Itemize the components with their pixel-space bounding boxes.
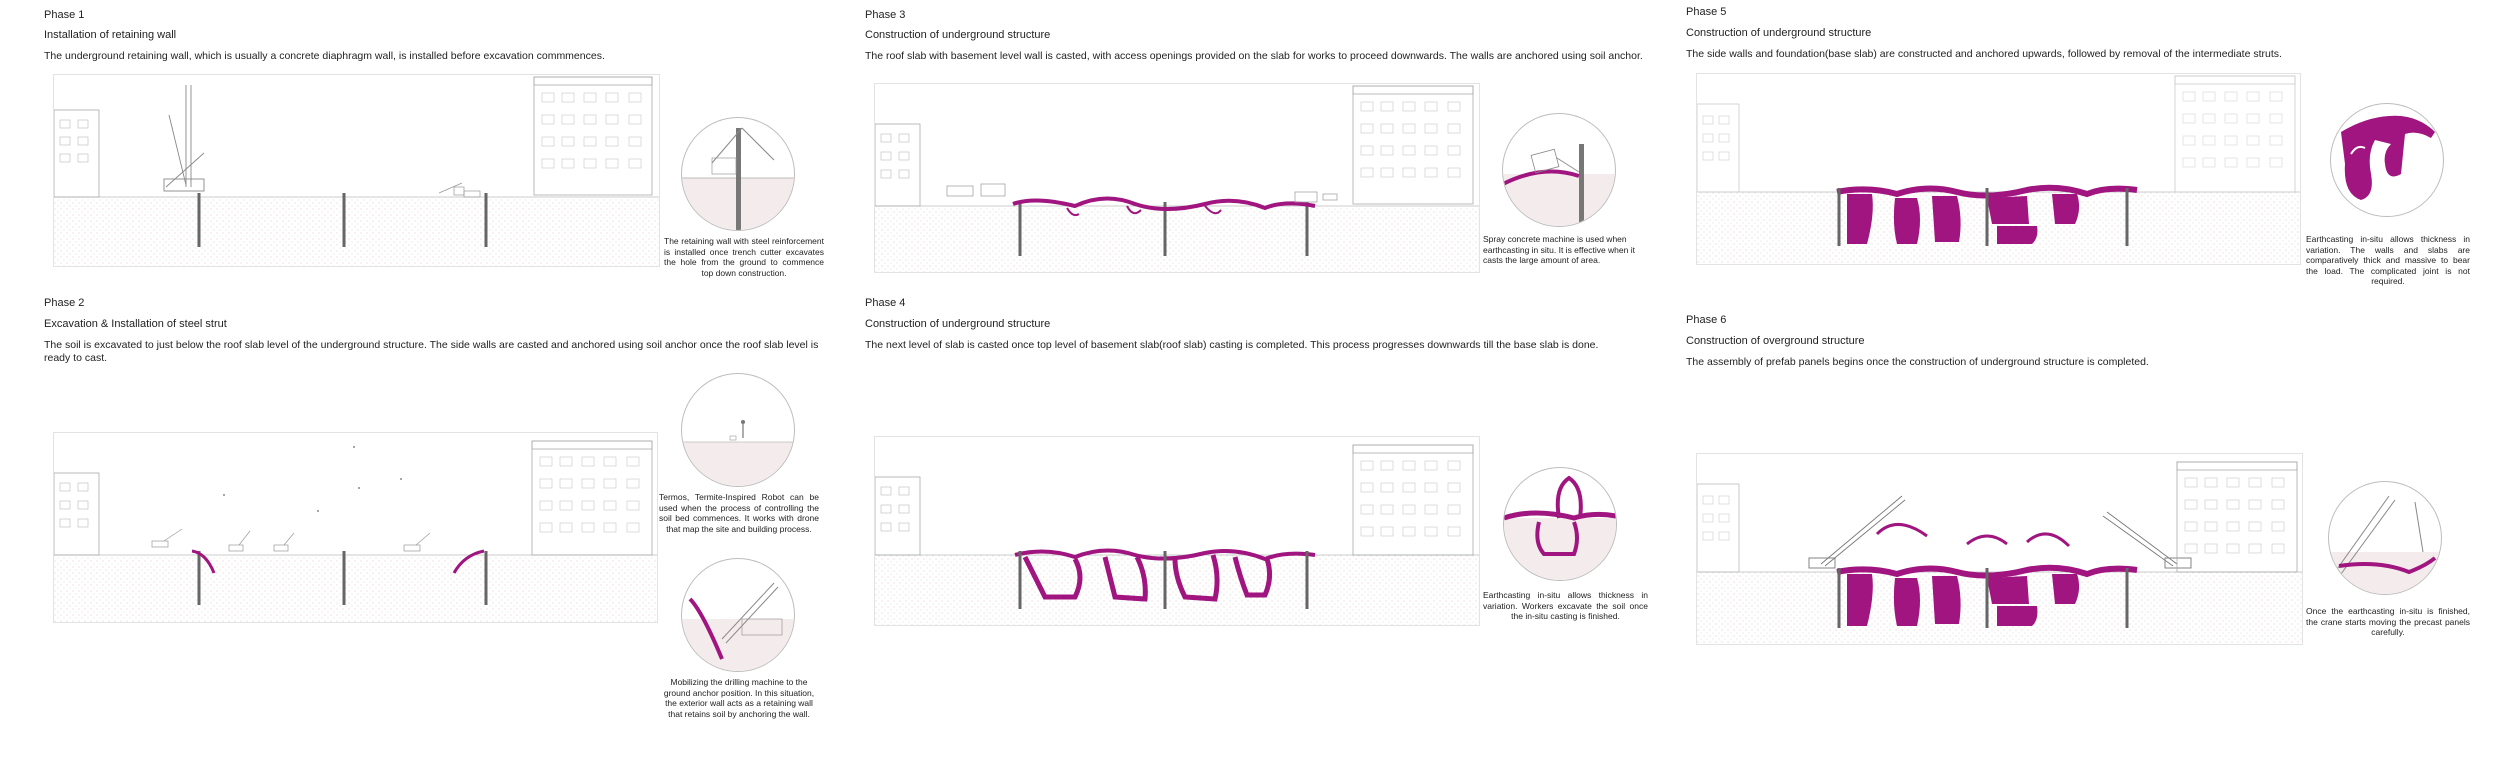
- earthcasting-detail-drawing: [1504, 468, 1616, 580]
- thick-wall-detail-drawing: [2331, 104, 2443, 216]
- phase-6-description: The assembly of prefab panels begins once the construction of underground structure is completed.: [1686, 356, 2149, 368]
- phase-2-title: Phase 2: [44, 297, 85, 309]
- phase-1-title: Phase 1: [44, 9, 85, 21]
- phase-2-subtitle: Excavation & Installation of steel strut: [44, 318, 227, 330]
- phase-2-section-drawing: [53, 432, 658, 623]
- phase-5-description: The side walls and foundation(base slab) are constructed and anchored upwards, followed by removal of the intermediate struts.: [1686, 48, 2282, 60]
- phase-5-subtitle: Construction of underground structure: [1686, 27, 1872, 39]
- spray-concrete-detail-drawing: [1503, 114, 1615, 226]
- phase-5-title: Phase 5: [1686, 6, 1727, 18]
- phase-6-caption: Once the earthcasting in-situ is finished, the crane starts moving the precast panels carefully.: [2306, 606, 2470, 637]
- phase-5-drawing: [1697, 74, 2300, 264]
- phase-3-detail-circle: [1502, 113, 1616, 227]
- trench-cutter-detail-drawing: [682, 118, 794, 230]
- phase-5-section-drawing: [1696, 73, 2301, 265]
- phase-3-drawing: [875, 84, 1479, 272]
- phase-3-subtitle: Construction of underground structure: [865, 29, 1051, 41]
- phase-4-drawing: [875, 437, 1479, 625]
- phase-2-detail-circle-robot: [681, 373, 795, 487]
- phase-3-caption: Spray concrete machine is used when earthcasting in situ. It is effective when it casts the large amount of area.: [1483, 234, 1635, 265]
- phase-1-caption: The retaining wall with steel reinforcement is installed once trench cutter excavates the hole from the ground to commence top down construction.: [664, 236, 824, 278]
- phase-1-subtitle: Installation of retaining wall: [44, 29, 177, 41]
- phase-1-drawing: [54, 75, 659, 266]
- phase-2-caption-drill: Mobilizing the drilling machine to the ground anchor position. In this situation, the exterior wall acts as a retaining wall that retains soil by anchoring the wall.: [663, 677, 815, 719]
- phase-6-title: Phase 6: [1686, 314, 1727, 326]
- phase-3-section-drawing: [874, 83, 1480, 273]
- phase-4-description: The next level of slab is casted once top level of basement slab(roof slab) casting is completed. This process progresses downwards till the base slab is done.: [865, 339, 1599, 351]
- phase-6-detail-circle: [2328, 481, 2442, 595]
- phase-4-caption: Earthcasting in-situ allows thickness in variation. Workers excavate the soil once the in-situ casting is finished.: [1483, 590, 1648, 621]
- phase-6-drawing: [1697, 454, 2302, 644]
- phase-2-caption-robot: Termos, Termite-Inspired Robot can be used when the process of controlling the soil bed commences. It works with drone that map the site and building process.: [659, 492, 819, 534]
- phase-6-subtitle: Construction of overground structure: [1686, 335, 1865, 347]
- termite-robot-detail-drawing: [682, 374, 794, 486]
- phase-4-subtitle: Construction of underground structure: [865, 318, 1051, 330]
- phase-6-section-drawing: [1696, 453, 2303, 645]
- phase-2-description: The soil is excavated to just below the roof slab level of the underground structure. The side walls are casted and anchored using soil anchor once the roof slab level is ready to cast.: [44, 339, 819, 364]
- phase-2-detail-circle-drill: [681, 558, 795, 672]
- phase-4-title: Phase 4: [865, 297, 906, 309]
- phase-4-section-drawing: [874, 436, 1480, 626]
- drilling-machine-detail-drawing: [682, 559, 794, 671]
- crane-detail-drawing: [2329, 482, 2441, 594]
- phase-1-description: The underground retaining wall, which is usually a concrete diaphragm wall, is installed before excavation commmences.: [44, 50, 605, 62]
- phase-1-section-drawing: [53, 74, 660, 267]
- phase-5-caption: Earthcasting in-situ allows thickness in variation. The walls and slabs are comparatively thick and massive to bear the load. The complicated joint is not required.: [2306, 234, 2470, 286]
- phase-2-drawing: [54, 433, 657, 622]
- phase-3-title: Phase 3: [865, 9, 906, 21]
- phase-3-description: The roof slab with basement level wall is casted, with access openings provided on the slab for works to proceed downwards. The walls are anchored using soil anchor.: [865, 50, 1643, 62]
- phase-4-detail-circle: [1503, 467, 1617, 581]
- phase-1-detail-circle: [681, 117, 795, 231]
- phase-5-detail-circle: [2330, 103, 2444, 217]
